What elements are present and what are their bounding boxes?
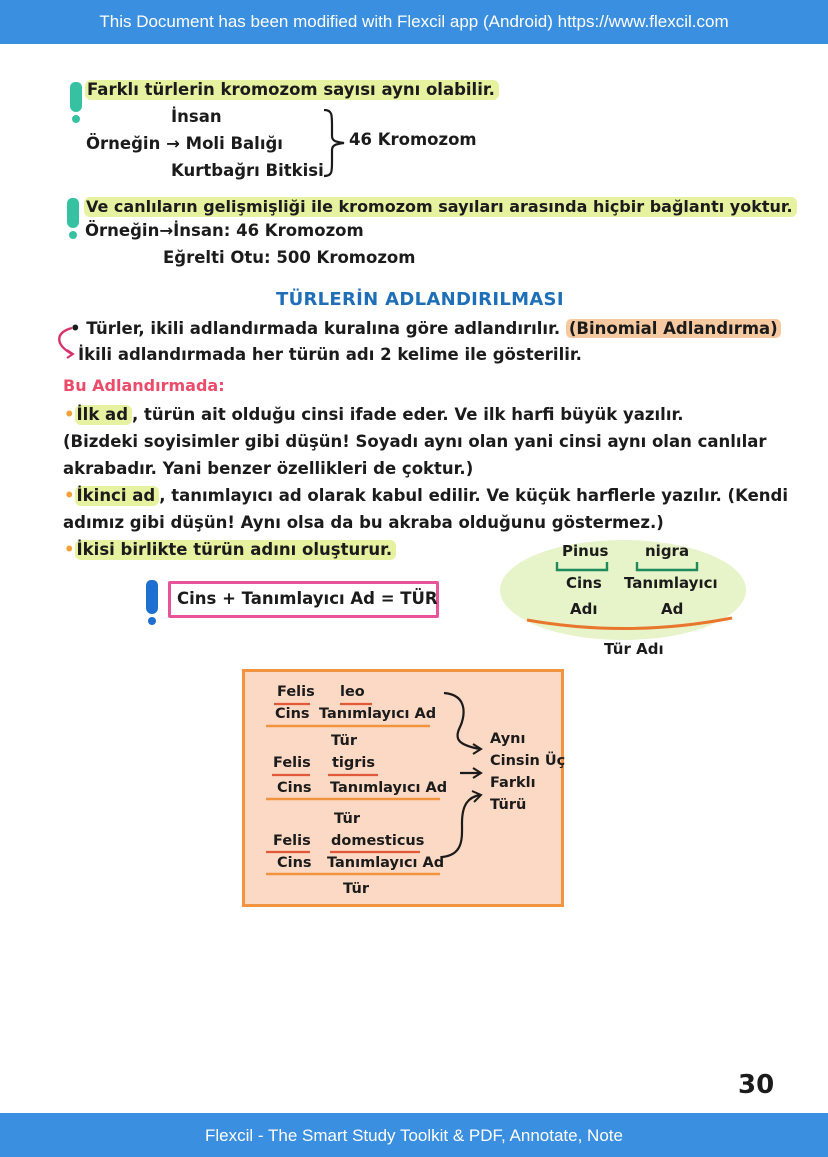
- felis-domesticus-cins: Cins: [277, 855, 312, 871]
- section1-statement: Farklı türlerin kromozom sayısı aynı olabilir.: [85, 80, 499, 99]
- page-number: 30: [738, 1070, 775, 1100]
- pinus-genus-label-1: Cins: [566, 574, 602, 592]
- felis-domesticus-tur: Tür: [343, 881, 369, 897]
- right-brace: [322, 108, 348, 178]
- page-title: TÜRLERİN ADLANDIRILMASI: [276, 289, 564, 310]
- felis-note-line2: Cinsin Üç: [490, 753, 566, 769]
- rule1-line1: • İlk ad , türün ait olduğu cinsi ifade eder. Ve ilk harfi büyük yazılır.: [64, 405, 684, 424]
- naming-line2: İkili adlandırmada her türün adı 2 kelime ile gösterilir.: [78, 345, 582, 364]
- formula-text: Cins + Tanımlayıcı Ad = TÜR: [177, 589, 438, 608]
- subheading: Bu Adlandırmada:: [63, 376, 225, 395]
- felis-note-line4: Türü: [490, 797, 527, 813]
- section2-example-line2: Eğrelti Otu: 500 Kromozom: [163, 248, 416, 267]
- tur-adi-label: Tür Adı: [604, 640, 664, 658]
- section2-example-line1: Örneğin→İnsan: 46 Kromozom: [85, 221, 364, 240]
- felis-tigris-species: tigris: [332, 755, 376, 771]
- felis-leo-species: leo: [340, 684, 365, 700]
- exclamation-icon: [70, 82, 82, 123]
- felis-note-line1: Aynı: [490, 731, 526, 747]
- pinus-underline-brackets: [555, 560, 715, 574]
- felis-tigris-genus: Felis: [273, 755, 311, 771]
- pinus-species: nigra: [645, 542, 690, 560]
- tur-adi-arc: [524, 614, 736, 636]
- rule2-line1: • İkinci ad , tanımlayıcı ad olarak kabul edilir. Ve küçük harflerle yazılır. (Kendi: [64, 486, 788, 505]
- felis-tigris-tanim: Tanımlayıcı Ad: [330, 780, 448, 796]
- exclamation-icon: [67, 198, 79, 239]
- naming-line1: • Türler, ikili adlandırmada kuralına göre adlandırılır. (Binomial Adlandırma): [70, 319, 781, 338]
- felis-domesticus-tanim: Tanımlayıcı Ad: [327, 855, 445, 871]
- flexcil-header-banner: This Document has been modified with Flexcil app (Android) https://www.flexcil.com: [0, 0, 828, 44]
- flexcil-footer-banner: Flexcil - The Smart Study Toolkit & PDF, Annotate, Note: [0, 1113, 828, 1157]
- felis-leo-genus: Felis: [277, 684, 315, 700]
- example-item-kurtbagri: Kurtbağrı Bitkisi: [171, 161, 324, 180]
- felis-domesticus-genus: Felis: [273, 833, 311, 849]
- rule3-line: • İkisi birlikte türün adını oluşturur.: [64, 540, 396, 559]
- pinus-species-label-2: Ad: [661, 600, 684, 618]
- felis-leo-cins: Cins: [275, 706, 310, 722]
- felis-leo-tanim: Tanımlayıcı Ad: [319, 706, 437, 722]
- felis-leo-tur: Tür: [331, 733, 357, 749]
- pinus-species-label-1: Tanımlayıcı: [624, 574, 718, 592]
- felis-domesticus-species: domesticus: [331, 833, 425, 849]
- pinus-genus: Pinus: [562, 542, 609, 560]
- example-item-insan: İnsan: [171, 107, 222, 126]
- felis-tigris-cins: Cins: [277, 780, 312, 796]
- felis-note-line3: Farklı: [490, 775, 536, 791]
- rule1-line3: akrabadır. Yani benzer özellikleri de çoktur.): [63, 459, 474, 478]
- exclamation-icon: [146, 580, 158, 625]
- kromozom-result: 46 Kromozom: [349, 130, 477, 149]
- rule2-line2: adımız gibi düşün! Aynı olsa da bu akraba olduğunu göstermez.): [63, 513, 664, 532]
- section2-statement: Ve canlıların gelişmişliği ile kromozom sayıları arasında hiçbir bağlantı yoktur.: [84, 197, 797, 216]
- example-row-moli: Örneğin → Moli Balığı: [86, 134, 283, 153]
- felis-tigris-tur: Tür: [334, 811, 360, 827]
- pinus-genus-label-2: Adı: [570, 600, 598, 618]
- rule1-line2: (Bizdeki soyisimler gibi düşün! Soyadı aynı olan yani cinsi aynı olan canlılar: [63, 432, 767, 451]
